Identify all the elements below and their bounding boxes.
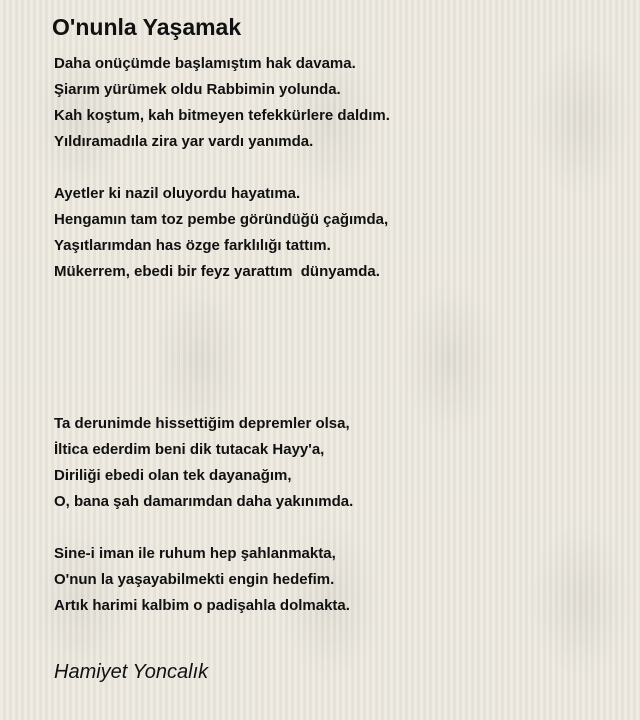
- poem-line: Yıldıramadıla zira yar vardı yanımda.: [54, 133, 314, 150]
- stanza-2: [54, 181, 388, 285]
- poem-line: Ayetler ki nazil oluyordu hayatıma.: [54, 185, 301, 202]
- poem-title: O'nunla Yaşamak: [52, 14, 242, 40]
- stanza-4: [54, 541, 350, 619]
- poem-line: Şiarım yürümek oldu Rabbimin yolunda.: [54, 81, 341, 98]
- poem-line: Mükerrem, ebedi bir feyz yarattım dünyamda.: [54, 263, 380, 280]
- poem-author: Hamiyet Yoncalık: [54, 661, 209, 683]
- poem-line: Ta derunimde hissettiğim depremler olsa,: [54, 415, 350, 432]
- poem-line: O'nun la yaşayabilmekti engin hedefim.: [54, 571, 335, 588]
- poem-line: İltica ederdim beni dik tutacak Hayy'a,: [54, 441, 325, 458]
- stanza-3: [54, 411, 353, 515]
- poem-line: Artık harimi kalbim o padişahla dolmakta.: [54, 597, 350, 614]
- poem-line: Yaşıtlarımdan has özge farklılığı tattım.: [54, 237, 331, 254]
- poem-line: Daha onüçümde başlamıştım hak davama.: [54, 55, 356, 72]
- poem-line: Hengamın tam toz pembe göründüğü çağımda,: [54, 211, 389, 228]
- poem-line: O, bana şah damarımdan daha yakınımda.: [54, 493, 354, 510]
- poem-line: Diriliği ebedi olan tek dayanağım,: [54, 467, 292, 484]
- poem-line: Kah koştum, kah bitmeyen tefekkürlere daldım.: [54, 107, 390, 124]
- poem-line: Sine-i iman ile ruhum hep şahlanmakta,: [54, 545, 336, 562]
- stanza-1: [54, 51, 390, 155]
